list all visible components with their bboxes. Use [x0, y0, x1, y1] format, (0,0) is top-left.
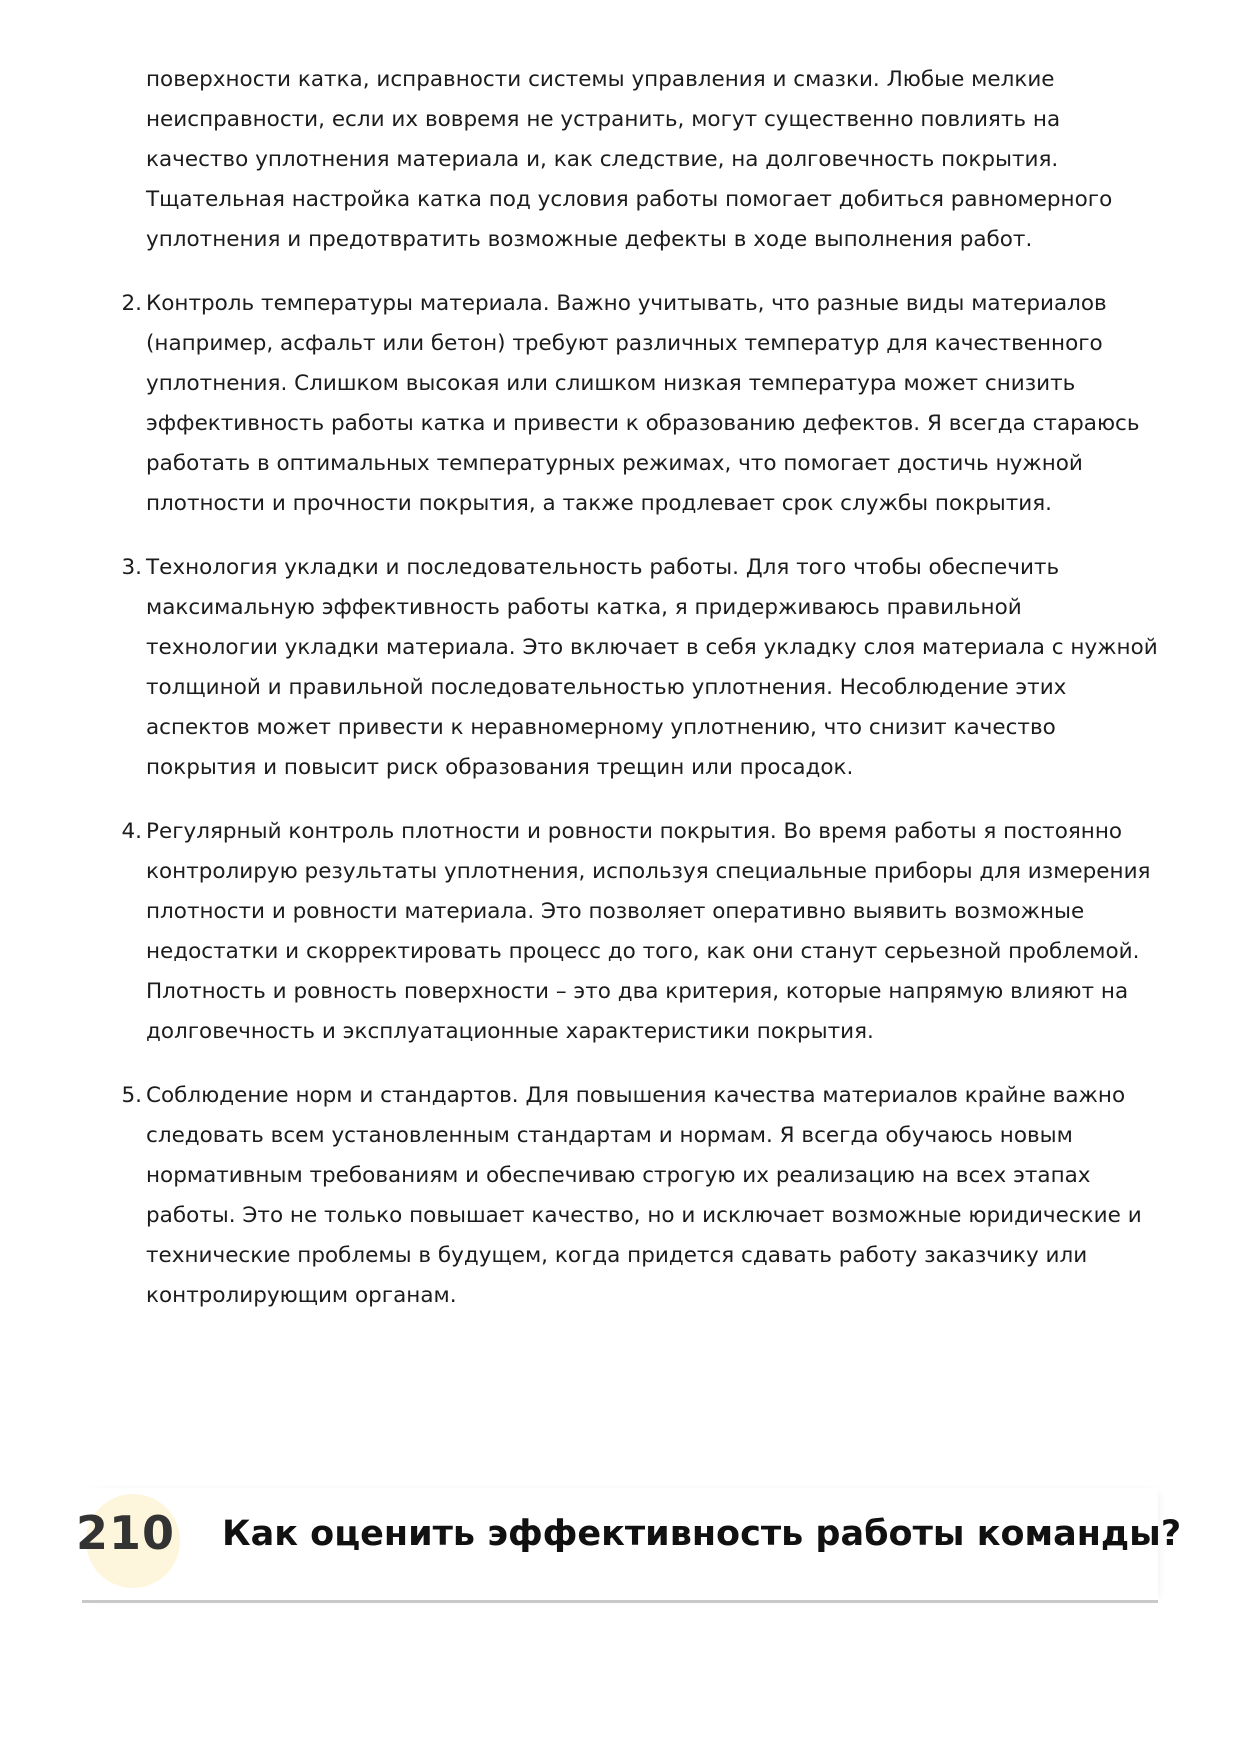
list-item-line: максимальную эффективность работы катка, я придерживаюсь правильной — [146, 595, 1022, 620]
list-item-line: толщиной и правильной последовательностью уплотнения. Несоблюдение этих — [146, 675, 1067, 700]
list-item-line: Плотность и ровность поверхности – это два критерия, которые напрямую влияют на — [146, 979, 1129, 1004]
intro-line: неисправности, если их вовремя не устранить, могут существенно повлиять на — [146, 107, 1061, 132]
list-item-line: технологии укладки материала. Это включает в себя укладку слоя материала с нужной — [146, 635, 1158, 660]
list-item-line: технические проблемы в будущем, когда придется сдавать работу заказчику или — [146, 1243, 1088, 1268]
list-item-line: Контроль температуры материала. Важно учитывать, что разные виды материалов — [146, 291, 1107, 316]
list-item-line: Соблюдение норм и стандартов. Для повышения качества материалов крайне важно — [146, 1083, 1126, 1108]
list-item-line: контролирующим органам. — [146, 1283, 457, 1308]
body-content — [121, 60, 1161, 1316]
list-item-line: нормативным требованиям и обеспечиваю строгую их реализацию на всех этапах — [146, 1163, 1091, 1188]
list-item — [121, 548, 1161, 788]
intro-line: поверхности катка, исправности системы управления и смазки. Любые мелкие — [146, 67, 1055, 92]
list-item — [121, 812, 1161, 1052]
numbered-list — [121, 284, 1161, 1316]
list-item-line: Регулярный контроль плотности и ровности покрытия. Во время работы я постоянно — [146, 819, 1123, 844]
list-item-line: Технология укладки и последовательность работы. Для того чтобы обеспечить — [146, 555, 1060, 580]
list-item-line: контролирую результаты уплотнения, используя специальные приборы для измерения — [146, 859, 1151, 884]
intro-line: Тщательная настройка катка под условия работы помогает добиться равномерного — [146, 187, 1113, 212]
list-item-number: 3. — [121, 555, 142, 580]
list-item-line: работы. Это не только повышает качество, но и исключает возможные юридические и — [146, 1203, 1142, 1228]
intro-line: качество уплотнения материала и, как следствие, на долговечность покрытия. — [146, 147, 1059, 172]
list-item-line: долговечность и эксплуатационные характеристики покрытия. — [146, 1019, 874, 1044]
list-item-line: уплотнения. Слишком высокая или слишком низкая температура может снизить — [146, 371, 1076, 396]
list-item-line: недостатки и скорректировать процесс до того, как они станут серьезной проблемой. — [146, 939, 1140, 964]
list-item-line: следовать всем установленным стандартам и нормам. Я всегда обучаюсь новым — [146, 1123, 1073, 1148]
intro-paragraph — [146, 60, 1161, 260]
list-item-line: эффективность работы катка и привести к образованию дефектов. Я всегда стараюсь — [146, 411, 1140, 436]
list-item-line: плотности и ровности материала. Это позволяет оперативно выявить возможные — [146, 899, 1085, 924]
list-item-number: 4. — [121, 819, 142, 844]
list-item-number: 2. — [121, 291, 142, 316]
intro-line: уплотнения и предотвратить возможные дефекты в ходе выполнения работ. — [146, 227, 1033, 252]
list-item-line: работать в оптимальных температурных режимах, что помогает достичь нужной — [146, 451, 1083, 476]
list-item-line: плотности и прочности покрытия, а также продлевает срок службы покрытия. — [146, 491, 1052, 516]
list-item-line: покрытия и повысит риск образования трещин или просадок. — [146, 755, 854, 780]
list-item — [121, 284, 1161, 524]
section-title: Как оценить эффективность работы команды? — [222, 1514, 1182, 1554]
section-header — [76, 1488, 1182, 1603]
section-number: 210 — [76, 1506, 176, 1560]
list-item — [121, 1076, 1161, 1316]
list-item-line: аспектов может привести к неравномерному уплотнению, что снизит качество — [146, 715, 1056, 740]
list-item-line: (например, асфальт или бетон) требуют различных температур для качественного — [146, 331, 1103, 356]
list-item-number: 5. — [121, 1083, 142, 1108]
